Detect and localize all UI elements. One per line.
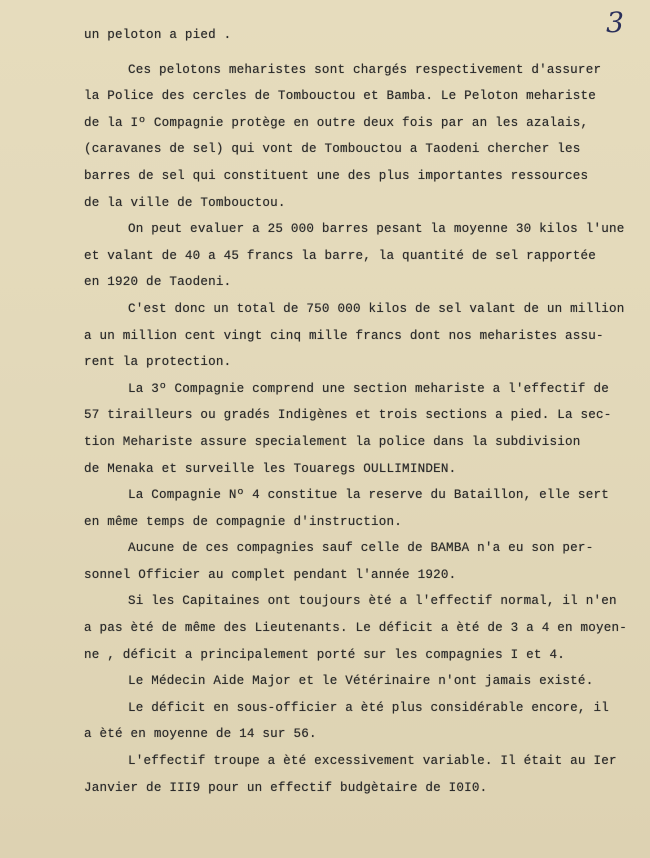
text-line: Le Médecin Aide Major et le Vétérinaire n'ont jamais existé.	[128, 674, 594, 689]
text-line: Aucune de ces compagnies sauf celle de BAMBA n'a eu son per-	[128, 541, 594, 556]
text-line: tion Mehariste assure specialement la police dans la subdivision	[84, 434, 581, 449]
text-line: La 3º Compagnie comprend une section mehariste a l'effectif de	[128, 381, 609, 396]
text-line: de la ville de Tombouctou.	[84, 195, 286, 210]
typescript-body	[84, 22, 644, 801]
text-line: On peut evaluer a 25 000 barres pesant la moyenne 30 kilos l'une	[128, 222, 625, 237]
text-line: de la Iº Compagnie protège en outre deux fois par an les azalais,	[84, 115, 589, 130]
text-line: et valant de 40 a 45 francs la barre, la quantité de sel rapportée	[84, 248, 596, 263]
text-line: La Compagnie Nº 4 constitue la reserve du Bataillon, elle sert	[128, 488, 609, 503]
text-line: a pas èté de même des Lieutenants. Le déficit a èté de 3 a 4 en moyen-	[84, 621, 628, 636]
text-line: Le déficit en sous-officier a èté plus considérable encore, il	[128, 700, 609, 715]
text-line: L'effectif troupe a èté excessivement variable. Il était au Ier	[128, 754, 617, 769]
page-number: 3	[606, 6, 624, 39]
text-line: a èté en moyenne de 14 sur 56.	[84, 727, 317, 742]
text-line: un peloton a pied .	[84, 28, 232, 42]
text-line: sonnel Officier au complet pendant l'année 1920.	[84, 567, 457, 582]
text-line: ne , déficit a principalement porté sur les compagnies I et 4.	[84, 647, 565, 662]
text-line: la Police des cercles de Tombouctou et Bamba. Le Peloton mehariste	[84, 89, 596, 104]
text-line: de Menaka et surveille les Touaregs OULLIMINDEN.	[84, 461, 457, 476]
text-line: a un million cent vingt cinq mille francs dont nos meharistes assu-	[84, 328, 604, 343]
text-line: Ces pelotons meharistes sont chargés respectivement d'assurer	[128, 62, 602, 77]
text-line: 57 tirailleurs ou gradés Indigènes et trois sections a pied. La sec-	[84, 408, 612, 423]
text-line: en même temps de compagnie d'instruction.	[84, 514, 403, 529]
text-line: barres de sel qui constituent une des plus importantes ressources	[84, 168, 589, 183]
text-line: rent la protection.	[84, 355, 232, 370]
text-line: Janvier de III9 pour un effectif budgètaire de I0I0.	[84, 780, 488, 795]
text-line: (caravanes de sel) qui vont de Tombouctou a Taodeni chercher les	[84, 142, 581, 157]
text-line: C'est donc un total de 750 000 kilos de sel valant de un million	[128, 301, 625, 316]
text-line: en 1920 de Taodeni.	[84, 275, 232, 290]
text-line: Si les Capitaines ont toujours èté a l'effectif normal, il n'en	[128, 594, 617, 609]
